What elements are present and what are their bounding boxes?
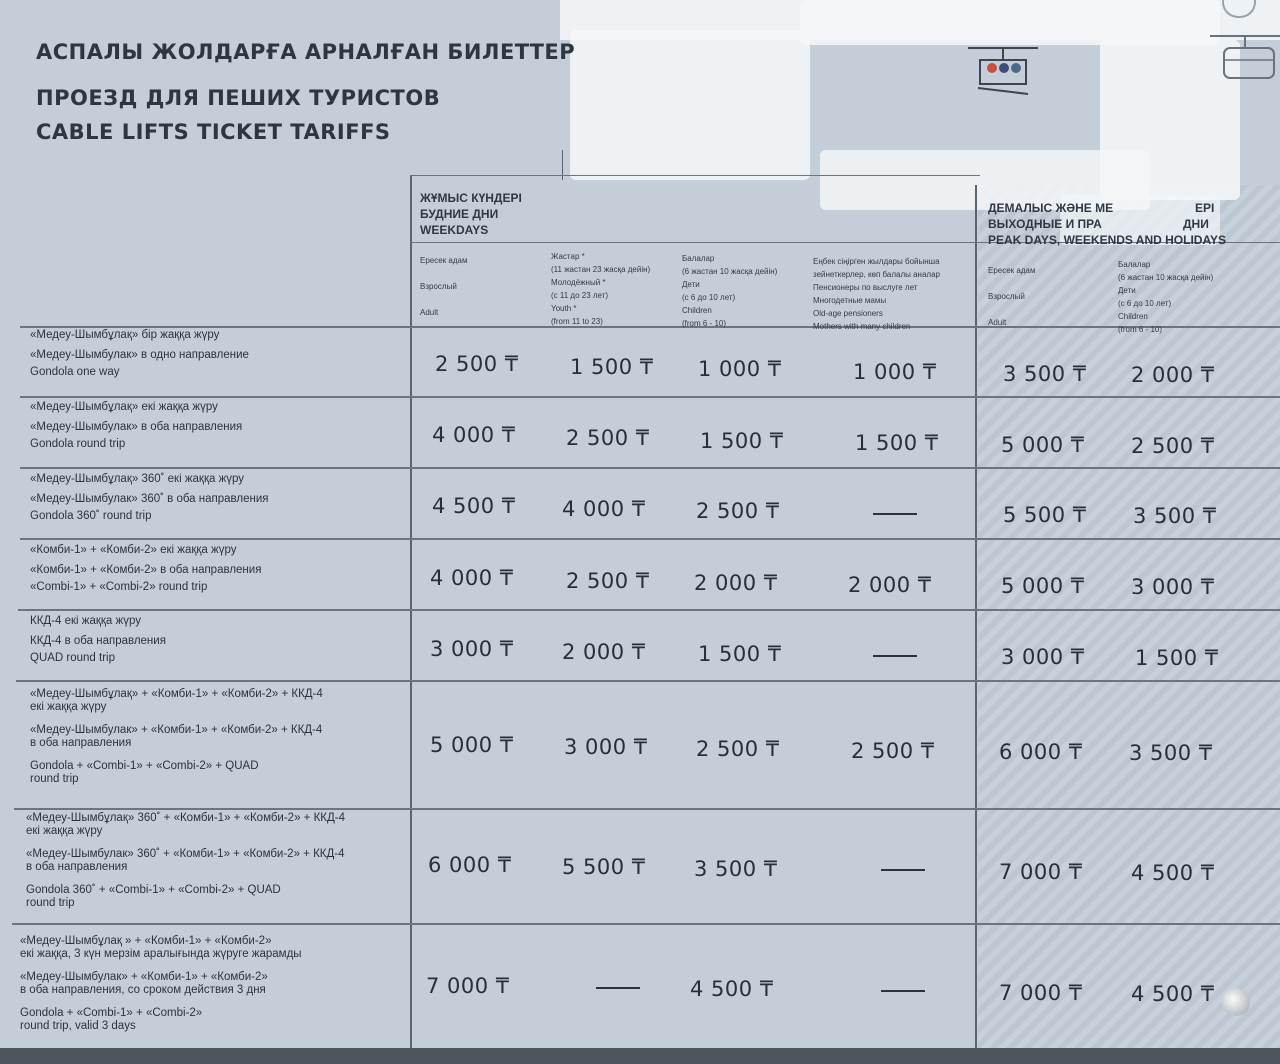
label-line: «Медеу-Шымбулак» 360˚ + «Комби-1» + «Комби-2» + ККД-4 xyxy=(26,848,345,860)
peak-col-children-header xyxy=(1118,258,1213,336)
col-label: Adult xyxy=(420,308,439,317)
peak-header-ru: ВЫХОДНЫЕ И ПРА xyxy=(988,217,1102,231)
price-cell: 5 500 ₸ xyxy=(1003,503,1087,527)
col-label: (11 жастан 23 жасқа дейін) xyxy=(551,265,651,274)
label-line: «Медеу-Шымбұлақ» + «Комби-1» + «Комби-2» + ККД-4 xyxy=(30,688,323,700)
row-label-gondola-round-trip xyxy=(30,399,242,453)
label-line: «Медеу-Шымбұлақ» екі жаққа жүру xyxy=(30,401,218,413)
label-line: Gondola one way xyxy=(30,366,120,378)
col-label: Mothers with many children xyxy=(813,322,911,331)
col-label: Old-age pensioners xyxy=(813,309,883,318)
price-cell: 2 000 ₸ xyxy=(1131,363,1215,387)
title-english: CABLE LIFTS TICKET TARIFFS xyxy=(36,120,391,144)
label-line: «Комби-1» + «Комби-2» екі жаққа жүру xyxy=(30,544,237,556)
price-cell: 1 500 ₸ xyxy=(698,642,782,666)
peak-header-tail-kz: ЕРІ xyxy=(1195,201,1215,215)
price-cell: 6 000 ₸ xyxy=(428,853,512,877)
weekdays-header xyxy=(420,190,522,238)
row-divider xyxy=(20,467,1280,469)
col-label: (6 жастан 10 жасқа дейін) xyxy=(682,267,778,276)
not-available-dash xyxy=(596,987,640,989)
board-frame xyxy=(0,1048,1280,1064)
price-cell: 3 500 ₸ xyxy=(694,857,778,881)
col-adult-header xyxy=(420,248,467,326)
price-cell: 4 000 ₸ xyxy=(430,566,514,590)
table-divider xyxy=(410,175,980,176)
col-children-header xyxy=(682,252,777,330)
col-label: (с 6 до 10 лет) xyxy=(682,293,736,302)
table-divider xyxy=(975,185,977,1048)
col-label: Дети xyxy=(682,280,700,289)
label-line: QUAD round trip xyxy=(30,652,116,664)
label-line: round trip xyxy=(26,897,75,909)
price-cell: 1 000 ₸ xyxy=(853,360,937,384)
mounting-bolt xyxy=(1222,988,1250,1016)
row-label-gondola360-combi-quad xyxy=(26,812,345,910)
price-cell: 4 500 ₸ xyxy=(1131,982,1215,1006)
price-cell: 1 500 ₸ xyxy=(570,355,654,379)
not-available-dash xyxy=(873,655,917,657)
col-label: Adult xyxy=(988,318,1007,327)
row-divider xyxy=(20,538,1280,540)
peak-col-adult-header xyxy=(988,258,1035,336)
label-line: в оба направления xyxy=(26,861,128,873)
row-divider xyxy=(12,923,1280,925)
col-label: (from 6 - 10) xyxy=(682,319,727,328)
col-label: Взрослый xyxy=(420,282,457,291)
label-line: «Медеу-Шымбулак» + «Комби-1» + «Комби-2» xyxy=(20,971,268,983)
not-available-dash xyxy=(873,513,917,515)
gondola-icon xyxy=(1210,32,1280,87)
col-pensioners-header xyxy=(813,255,940,333)
label-line: екі жаққа жүру xyxy=(26,825,103,837)
price-cell: 4 500 ₸ xyxy=(690,977,774,1001)
not-available-dash xyxy=(881,869,925,871)
price-cell: 2 500 ₸ xyxy=(566,569,650,593)
col-label: (from 6 - 10) xyxy=(1118,325,1163,334)
title-russian: ПРОЕЗД ДЛЯ ПЕШИХ ТУРИСТОВ xyxy=(36,86,441,110)
price-cell: 2 000 ₸ xyxy=(848,573,932,597)
label-line: екі жаққа, 3 күн мерзім аралығында жүруге жарамды xyxy=(20,948,302,960)
row-label-combi xyxy=(30,542,261,596)
label-line: в оба направления, со сроком действия 3 дня xyxy=(20,984,266,996)
label-line: round trip xyxy=(30,773,79,785)
label-line: «Комби-1» + «Комби-2» в оба направления xyxy=(30,564,262,576)
row-divider xyxy=(14,808,1280,810)
col-label: (6 жастан 10 жасқа дейін) xyxy=(1118,273,1214,282)
row-label-gondola-combi-quad xyxy=(30,688,323,786)
col-label: Children xyxy=(682,306,712,315)
col-label: (с 11 до 23 лет) xyxy=(551,291,609,300)
peak-header-en: PEAK DAYS, WEEKENDS AND HOLIDAYS xyxy=(988,233,1227,247)
col-label: Жастар * xyxy=(551,252,585,261)
label-line: Gondola + «Combi-1» + «Combi-2» + QUAD xyxy=(30,760,259,772)
sunlight-glare xyxy=(570,30,810,180)
col-label: Молодёжный * xyxy=(551,278,606,287)
sunlight-glare xyxy=(800,0,1220,45)
title-kazakh: АСПАЛЫ ЖОЛДАРҒА АРНАЛҒАН БИЛЕТТЕР xyxy=(36,40,576,64)
label-line: Gondola 360˚ + «Combi-1» + «Combi-2» + QUAD xyxy=(26,884,281,896)
price-cell: 4 500 ₸ xyxy=(432,494,516,518)
price-cell: 2 500 ₸ xyxy=(696,499,780,523)
price-cell: 6 000 ₸ xyxy=(999,740,1083,764)
row-label-gondola-one-way xyxy=(30,327,249,381)
price-cell: 5 000 ₸ xyxy=(1001,433,1085,457)
weekdays-header-ru: БУДНИЕ ДНИ xyxy=(420,207,499,221)
price-cell: 4 000 ₸ xyxy=(562,497,646,521)
label-line: «Медеу-Шымбулак» в одно направление xyxy=(30,349,249,361)
col-label: Многодетные мамы xyxy=(813,296,887,305)
col-label: зейнеткерлер, көп балалы аналар xyxy=(813,270,940,279)
col-label: Балалар xyxy=(682,254,715,263)
price-cell: 2 000 ₸ xyxy=(562,640,646,664)
label-line: Gondola round trip xyxy=(30,438,126,450)
label-line: «Медеу-Шымбұлақ » + «Комби-1» + «Комби-2» xyxy=(20,935,272,947)
price-cell: 4 000 ₸ xyxy=(432,423,516,447)
row-divider xyxy=(20,396,1280,398)
col-youth-header xyxy=(551,250,650,328)
chairlift-icon xyxy=(968,42,1038,97)
price-cell: 2 000 ₸ xyxy=(694,571,778,595)
price-cell: 3 500 ₸ xyxy=(1133,504,1217,528)
price-cell: 1 000 ₸ xyxy=(698,357,782,381)
col-label: (from 11 to 23) xyxy=(551,317,603,326)
price-cell: 3 000 ₸ xyxy=(564,735,648,759)
col-label: Дети xyxy=(1118,286,1136,295)
price-cell: 2 500 ₸ xyxy=(566,426,650,450)
col-label: (с 6 до 10 лет) xyxy=(1118,299,1172,308)
price-cell: 5 000 ₸ xyxy=(1001,574,1085,598)
price-cell: 2 500 ₸ xyxy=(1131,434,1215,458)
price-cell: 2 500 ₸ xyxy=(851,739,935,763)
peak-header-tail-ru: ДНИ xyxy=(1183,217,1209,231)
table-divider xyxy=(410,175,412,1048)
label-line: round trip, valid 3 days xyxy=(20,1020,136,1032)
col-label: Взрослый xyxy=(988,292,1025,301)
price-cell: 5 000 ₸ xyxy=(430,733,514,757)
price-cell: 1 500 ₸ xyxy=(700,429,784,453)
row-divider xyxy=(18,609,1280,611)
row-label-quad xyxy=(30,613,166,667)
label-line: «Медеу-Шымбулак» + «Комби-1» + «Комби-2» + ККД-4 xyxy=(30,724,323,736)
price-cell: 2 500 ₸ xyxy=(696,737,780,761)
col-label: Ересек адам xyxy=(988,266,1036,275)
peak-header-tail xyxy=(1183,200,1215,232)
price-cell: 1 500 ₸ xyxy=(1135,646,1219,670)
label-line: «Combi-1» + «Combi-2» round trip xyxy=(30,581,208,593)
not-available-dash xyxy=(881,990,925,992)
row-divider xyxy=(16,680,1280,682)
label-line: «Медеу-Шымбұлақ» 360˚ екі жаққа жүру xyxy=(30,473,245,485)
label-line: екі жаққа жүру xyxy=(30,701,107,713)
col-label: Еңбек сіңірген жылдары бойынша xyxy=(813,257,940,266)
row-label-gondola-combi-3days xyxy=(20,935,302,1033)
col-label: Балалар xyxy=(1118,260,1151,269)
col-label: Children xyxy=(1118,312,1148,321)
col-label: Пенсионеры по выслуге лет xyxy=(813,283,918,292)
col-label: Ересек адам xyxy=(420,256,468,265)
label-line: ККД-4 екі жаққа жүру xyxy=(30,615,141,627)
price-cell: 3 500 ₸ xyxy=(1003,362,1087,386)
price-cell: 7 000 ₸ xyxy=(999,981,1083,1005)
peak-header-kz: ДЕМАЛЫС ЖӘНЕ МЕ xyxy=(988,201,1114,215)
label-line: «Медеу-Шымбұлақ» бір жаққа жүру xyxy=(30,329,220,341)
label-line: «Медеу-Шымбулак» в оба направления xyxy=(30,421,243,433)
label-line: «Медеу-Шымбұлақ» 360˚ + «Комби-1» + «Комби-2» + ККД-4 xyxy=(26,812,345,824)
label-line: Gondola + «Combi-1» + «Combi-2» xyxy=(20,1007,203,1019)
weekdays-header-kz: ЖҰМЫС КҮНДЕРІ xyxy=(420,191,522,205)
label-line: «Медеу-Шымбулак» 360˚ в оба направления xyxy=(30,493,269,505)
label-line: Gondola 360˚ round trip xyxy=(30,510,152,522)
col-label: Youth * xyxy=(551,304,577,313)
label-line: в оба направления xyxy=(30,737,132,749)
price-cell: 2 500 ₸ xyxy=(435,352,519,376)
label-line: ККД-4 в оба направления xyxy=(30,635,166,647)
weekdays-header-en: WEEKDAYS xyxy=(420,223,489,237)
price-cell: 7 000 ₸ xyxy=(999,860,1083,884)
price-cell: 1 500 ₸ xyxy=(855,431,939,455)
price-cell: 3 000 ₸ xyxy=(1131,575,1215,599)
row-label-gondola-360 xyxy=(30,471,269,525)
price-cell: 7 000 ₸ xyxy=(426,974,510,998)
price-cell: 3 000 ₸ xyxy=(430,637,514,661)
price-cell: 3 000 ₸ xyxy=(1001,645,1085,669)
price-cell: 3 500 ₸ xyxy=(1129,741,1213,765)
price-cell: 4 500 ₸ xyxy=(1131,861,1215,885)
price-cell: 5 500 ₸ xyxy=(562,855,646,879)
